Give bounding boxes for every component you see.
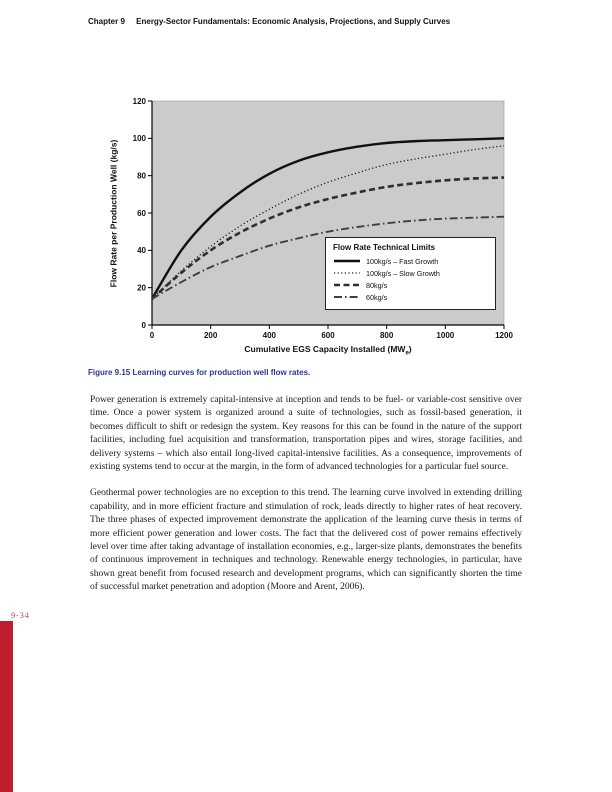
figure-caption: Figure 9.15 Learning curves for production well flow rates. (88, 368, 311, 377)
x-tick-label: 200 (203, 331, 218, 340)
x-axis-title (152, 344, 504, 357)
y-tick-label: 100 (132, 134, 146, 144)
x-axis-title-subscript: e (405, 350, 409, 357)
body-text (90, 394, 522, 608)
legend-item (333, 255, 489, 267)
page-header (88, 17, 450, 26)
y-tick-label: 120 (132, 97, 146, 106)
y-tick-label: 20 (137, 283, 146, 293)
y-tick-label: 40 (137, 246, 146, 256)
y-axis-title: Flow Rate per Production Well (kg/s) (108, 139, 119, 288)
x-axis-title-text: Cumulative EGS Capacity Installed (MW (244, 344, 406, 354)
chapter-title: Energy-Sector Fundamentals: Economic Analysis, Projections, and Supply Curves (136, 17, 451, 26)
legend-line-sample-dashed-icon (333, 281, 361, 289)
legend-item (333, 267, 489, 279)
legend-item-label: 80kg/s (366, 280, 388, 290)
chapter-number: Chapter 9 (88, 17, 125, 26)
x-tick-label: 0 (149, 331, 155, 340)
y-tick-label: 60 (137, 208, 146, 218)
y-tick-label: 0 (141, 320, 146, 330)
body-paragraph-1: Power generation is extremely capital-intensive at inception and tends to be fuel- or variable-cost sensitive over time. Once a power system is organized around a suite of technologies, such as fossil-based generation, it becomes difficult to shift or redesign the system. Key reasons for this can be found in the nature of the support facilities, including fuel acquisition and transformation, transportation pipes and wires, storage facilities, and delivery systems – which also entail long-lived capital-intensive facilities. As a consequence, improvements of existing systems tend to occur at the margin, in the form of advanced technologies for a particular fuel source. (90, 395, 522, 473)
legend-item-label: 100kg/s – Fast Growth (366, 256, 439, 266)
chart-legend (325, 237, 496, 310)
legend-item-label: 100kg/s – Slow Growth (366, 268, 440, 278)
x-tick-label: 1000 (436, 331, 455, 340)
x-tick-label: 1200 (495, 331, 513, 340)
legend-items (333, 255, 489, 303)
legend-item-label: 60kg/s (366, 292, 388, 302)
page-number: 9-34 (11, 610, 30, 620)
legend-line-sample-solid-icon (333, 257, 361, 265)
x-axis-title-suffix: ) (408, 344, 412, 354)
body-paragraph-2: Geothermal power technologies are no exception to this trend. The learning curve involved in extending drilling capability, and in more efficient fracture and stimulation of rock, leads directly to higher rates of heat recovery. The three phases of expected improvement demonstrate the application of the learning curve thesis in terms of more efficient power generation and lower costs. The fact that the delivered cost of power remains effectively level over time after taking advantage of installation economies, e.g., larger-size plants, demonstrates the benefits of continuous improvement in techniques and technology. Renewable energy technologies, in particular, have shown great benefit from focused research and development programs, which can significantly shorten the time of successful market penetration and adoption (Moore and Arent, 2006). (90, 488, 522, 593)
y-tick-label: 80 (137, 171, 146, 181)
x-tick-label: 800 (379, 331, 394, 340)
x-tick-label: 400 (262, 331, 277, 340)
legend-line-sample-dashdot-icon (333, 293, 361, 301)
legend-item (333, 279, 489, 291)
figure-9-15 (88, 97, 520, 363)
legend-item (333, 291, 489, 303)
legend-title: Flow Rate Technical Limits (333, 243, 436, 252)
x-tick-label: 600 (321, 331, 335, 340)
red-edge-bar (0, 621, 13, 792)
legend-line-sample-dotted-icon (333, 269, 361, 277)
